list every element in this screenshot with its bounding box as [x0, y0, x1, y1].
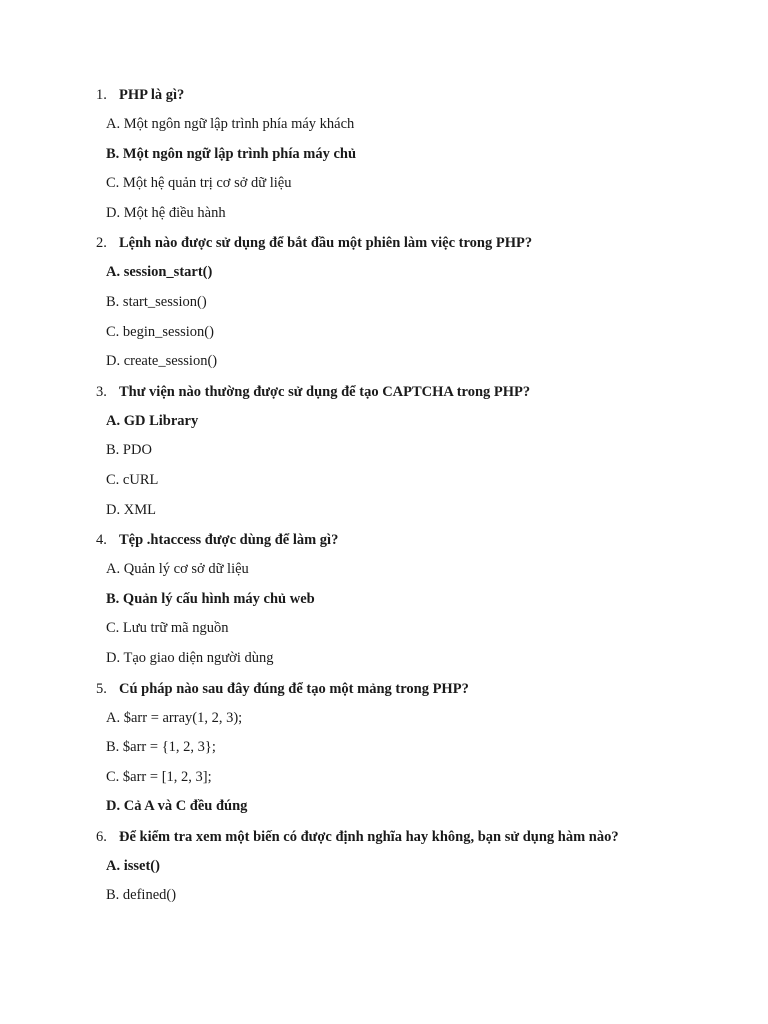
question-3	[0, 377, 768, 407]
answer-option: C. Một hệ quản trị cơ sở dữ liệu	[106, 175, 292, 192]
answer-option: A. $arr = array(1, 2, 3);	[106, 709, 243, 726]
answer-option: B. PDO	[106, 442, 152, 459]
answer-option-correct: D. Cả A và C đều đúng	[106, 798, 248, 815]
question-6	[0, 822, 768, 852]
question-text: Lệnh nào được sử dụng để bắt đầu một phiên làm việc trong PHP?	[119, 235, 533, 252]
question-1	[0, 80, 768, 110]
answer-option: C. begin_session()	[106, 323, 214, 340]
answer-option: A. Quản lý cơ sở dữ liệu	[106, 561, 249, 578]
question-2	[0, 228, 768, 258]
answer-option-correct: B. Quản lý cấu hình máy chủ web	[106, 590, 315, 607]
answer-option: C. $arr = [1, 2, 3];	[106, 768, 212, 785]
question-text: PHP là gì?	[119, 87, 185, 103]
answer-option-correct: A. GD Library	[106, 412, 199, 429]
quiz-list	[0, 80, 768, 911]
question-text: Cú pháp nào sau đây đúng để tạo một mảng trong PHP?	[119, 680, 469, 697]
question-number: 1.	[96, 87, 107, 103]
answer-option: D. Một hệ điều hành	[106, 204, 226, 221]
answer-option: C. Lưu trữ mã nguồn	[106, 620, 229, 637]
question-number: 3.	[96, 383, 107, 400]
answer-option: B. defined()	[106, 887, 177, 904]
answer-option: B. $arr = {1, 2, 3};	[106, 739, 216, 756]
question-5	[0, 674, 768, 704]
answer-option-correct: A. session_start()	[106, 264, 213, 281]
answer-option-correct: B. Một ngôn ngữ lập trình phía máy chủ	[106, 145, 357, 162]
question-4	[0, 525, 768, 555]
question-number: 6.	[96, 828, 107, 845]
question-number: 5.	[96, 680, 107, 697]
question-text: Tệp .htaccess được dùng để làm gì?	[119, 532, 339, 549]
answer-option-correct: A. isset()	[106, 857, 160, 874]
answer-option: B. start_session()	[106, 293, 207, 310]
answer-option: D. Tạo giao diện người dùng	[106, 649, 274, 666]
question-text: Để kiểm tra xem một biến có được định nghĩa hay không, bạn sử dụng hàm nào?	[119, 828, 619, 845]
answer-option: D. XML	[106, 501, 156, 518]
answer-option: A. Một ngôn ngữ lập trình phía máy khách	[106, 116, 355, 132]
question-number: 4.	[96, 532, 107, 549]
question-number: 2.	[96, 235, 107, 252]
question-text: Thư viện nào thường được sử dụng để tạo CAPTCHA trong PHP?	[119, 383, 531, 400]
answer-option: C. cURL	[106, 471, 159, 488]
answer-option: D. create_session()	[106, 353, 218, 370]
